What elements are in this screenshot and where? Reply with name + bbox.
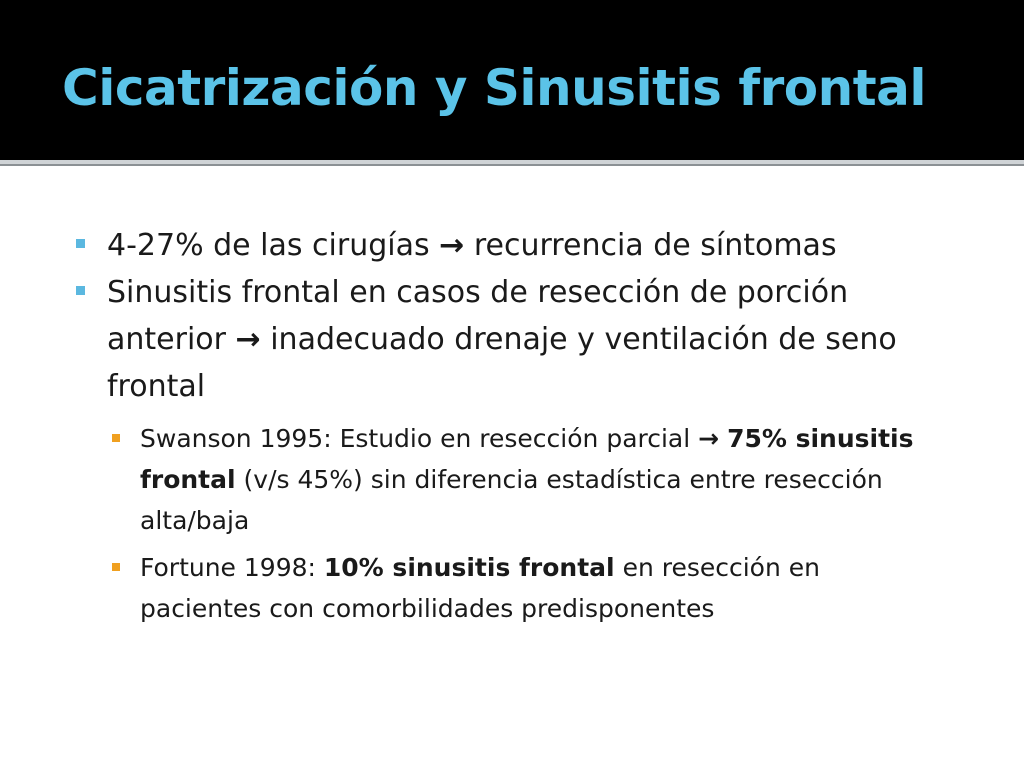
bullet-item-2 [0,269,907,410]
square-bullet-icon [76,239,85,248]
sub-bullet-1-bold: 75% sinusitis frontal [140,424,914,494]
right-arrow-icon: → [439,228,465,263]
square-sub-bullet-icon [112,563,120,571]
sub-bullet-item-2 [0,547,940,629]
sub-bullet-item-1 [0,418,940,541]
bullet-2-text-before: Sinusitis frontal en casos de resección de porción anterior [107,275,849,357]
bullet-2-text-after: inadecuado drenaje y ventilación de seno frontal [107,322,897,404]
bullet-1-text-after: recurrencia de síntomas [473,228,837,263]
sub-bullet-2-bold: 10% sinusitis frontal [323,553,615,582]
square-sub-bullet-icon [112,434,120,442]
divider-dark [0,164,1024,166]
sub-bullet-1-text-before: Swanson 1995: Estudio en resección parcial [140,424,691,453]
slide-title: Cicatrización y Sinusitis frontal [62,59,926,117]
right-arrow-icon: → [235,322,261,357]
sub-bullet-2-text-before: Fortune 1998: [140,553,316,582]
bullet-1-text-before: 4-27% de las cirugías [107,228,430,263]
title-bar [0,0,1024,160]
right-arrow-icon: → [698,424,720,453]
sub-bullet-2-text-after: en resección en pacientes con comorbilidades predisponentes [140,553,820,623]
slide-content [0,222,1024,629]
bullet-item-1 [0,222,907,269]
sub-bullet-1-text-after: (v/s 45%) sin diferencia estadística entre resección alta/baja [140,465,883,535]
square-bullet-icon [76,286,85,295]
